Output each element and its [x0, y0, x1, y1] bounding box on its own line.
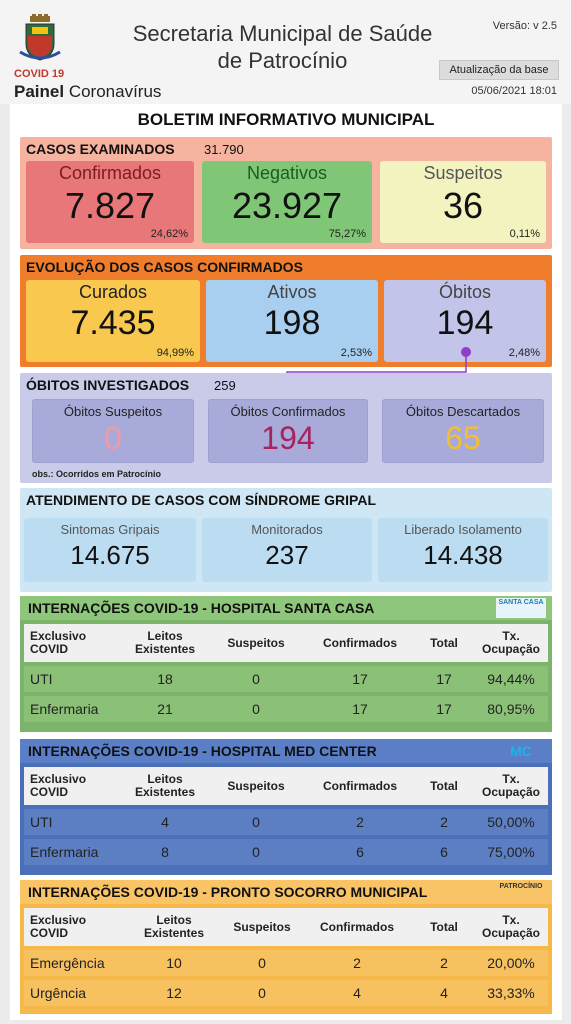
- hospital-title: INTERNAÇÕES COVID-19 - PRONTO SOCORRO MUNICIPAL PATROCÍNIO: [20, 880, 552, 904]
- table-row: [24, 950, 548, 976]
- card-percent: 2,48%: [508, 347, 540, 359]
- cell-type: Urgência: [30, 985, 87, 1001]
- cell-type: UTI: [30, 671, 53, 687]
- card-value: 194: [261, 420, 315, 456]
- section-heading: CASOS EXAMINADOS: [26, 141, 175, 157]
- cell-leitos: 4: [161, 814, 169, 830]
- card-value: 7.827: [64, 185, 156, 226]
- cell-leitos: 21: [157, 701, 173, 717]
- table-header: [24, 624, 548, 662]
- card-value: 65: [445, 420, 481, 456]
- casos-examinados-section: [20, 137, 552, 249]
- table-header: [24, 767, 548, 805]
- card-value: 14.438: [423, 540, 503, 570]
- card-value: 23.927: [231, 185, 343, 226]
- hospital-title: INTERNAÇÕES COVID-19 - HOSPITAL MED CENTER MC: [20, 739, 552, 763]
- col-leitos: Leitos Existentes: [134, 772, 196, 799]
- cell-confirmados: 17: [352, 701, 368, 717]
- card-obitos-confirmados[interactable]: [208, 399, 368, 463]
- table-header: [24, 908, 548, 946]
- col-confirmados: Confirmados: [322, 635, 397, 650]
- cell-suspeitos: 0: [252, 671, 260, 687]
- sindrome-gripal-section: [20, 488, 552, 592]
- card-sintomas-gripais[interactable]: [24, 518, 196, 582]
- col-leitos: Leitos Existentes: [143, 913, 205, 940]
- table-row: [24, 666, 548, 692]
- card-value: 194: [436, 304, 494, 342]
- card-value: 14.675: [70, 540, 150, 570]
- col-ocupacao: Tx. Ocupação: [481, 772, 541, 799]
- card-confirmados[interactable]: [26, 161, 194, 243]
- casos-total: 31.790: [204, 142, 244, 157]
- covid-tag: COVID 19: [14, 68, 65, 80]
- cell-suspeitos: 0: [252, 814, 260, 830]
- card-label: Óbitos: [438, 282, 492, 302]
- version-label: Versão: v 2.5: [492, 20, 557, 32]
- cell-type: Enfermaria: [30, 844, 99, 860]
- cell-type: Enfermaria: [30, 701, 99, 717]
- cell-total: 6: [440, 844, 448, 860]
- cell-confirmados: 6: [356, 844, 364, 860]
- card-label: Monitorados: [251, 522, 323, 537]
- pronto-socorro-table: [20, 880, 552, 1014]
- cell-type: Emergência: [30, 955, 105, 971]
- page-title: Secretaria Municipal de Saúde de Patrocínio: [132, 21, 433, 73]
- cell-leitos: 12: [166, 985, 182, 1001]
- col-exclusivo: Exclusivo COVID: [30, 629, 87, 656]
- cell-total: 17: [436, 671, 452, 687]
- table-row: [24, 809, 548, 835]
- col-total: Total: [430, 635, 458, 650]
- card-percent: 24,62%: [150, 228, 188, 240]
- col-exclusivo: Exclusivo COVID: [30, 772, 87, 799]
- col-exclusivo: Exclusivo COVID: [30, 913, 87, 940]
- obitos-note: obs.: Ocorridos em Patrocínio: [32, 469, 162, 479]
- cell-total: 17: [436, 701, 452, 717]
- municipal-crest-icon: [18, 14, 62, 64]
- cell-ocupacao: 75,00%: [487, 844, 535, 860]
- card-percent: 0,11%: [509, 228, 540, 240]
- cell-suspeitos: 0: [258, 985, 266, 1001]
- card-liberado-isolamento[interactable]: [378, 518, 548, 582]
- cell-confirmados: 17: [352, 671, 368, 687]
- cell-total: 2: [440, 814, 448, 830]
- painel-title: Painel Coronavírus: [14, 82, 162, 101]
- col-total: Total: [430, 778, 458, 793]
- card-percent: 2,53%: [340, 347, 372, 359]
- table-row: [24, 839, 548, 865]
- col-ocupacao: Tx. Ocupação: [481, 913, 541, 940]
- update-base-button[interactable]: Atualização da base: [439, 60, 559, 80]
- cell-ocupacao: 20,00%: [487, 955, 535, 971]
- section-heading: ÓBITOS INVESTIGADOS: [26, 377, 190, 393]
- card-monitorados[interactable]: [202, 518, 372, 582]
- cell-confirmados: 2: [353, 955, 361, 971]
- card-obitos-suspeitos[interactable]: [32, 399, 194, 463]
- med-center-logo-icon: MC: [510, 743, 532, 759]
- table-row: [24, 696, 548, 722]
- card-label: Óbitos Suspeitos: [63, 404, 163, 419]
- card-value: 0: [104, 420, 122, 456]
- section-heading: ATENDIMENTO DE CASOS COM SÍNDROME GRIPAL: [26, 492, 377, 508]
- col-ocupacao: Tx. Ocupação: [481, 629, 541, 656]
- cell-leitos: 10: [166, 955, 182, 971]
- cell-total: 2: [440, 955, 448, 971]
- cell-confirmados: 2: [356, 814, 364, 830]
- col-leitos: Leitos Existentes: [134, 629, 196, 656]
- card-obitos-descartados[interactable]: [382, 399, 544, 463]
- cell-confirmados: 4: [353, 985, 361, 1001]
- card-label: Óbitos Descartados: [405, 404, 521, 419]
- cell-suspeitos: 0: [258, 955, 266, 971]
- card-label: Negativos: [246, 163, 328, 183]
- cell-ocupacao: 94,44%: [487, 671, 535, 687]
- hospital-med-center-table: [20, 739, 552, 875]
- update-date: 05/06/2021 18:01: [471, 85, 557, 97]
- hospital-title: INTERNAÇÕES COVID-19 - HOSPITAL SANTA CASA SANTA CASA: [20, 596, 552, 620]
- section-heading: EVOLUÇÃO DOS CASOS CONFIRMADOS: [26, 259, 303, 275]
- col-suspeitos: Suspeitos: [227, 778, 285, 793]
- card-negativos[interactable]: [202, 161, 372, 243]
- card-label: Sintomas Gripais: [60, 522, 160, 537]
- cell-type: UTI: [30, 814, 53, 830]
- col-total: Total: [430, 919, 458, 934]
- card-label: Curados: [78, 282, 148, 302]
- card-label: Óbitos Confirmados: [230, 404, 346, 419]
- patrocinio-logo-icon: PATROCÍNIO: [499, 883, 543, 890]
- card-value: 237: [265, 540, 309, 570]
- card-label: Suspeitos: [423, 163, 503, 183]
- col-suspeitos: Suspeitos: [233, 919, 291, 934]
- card-value: 36: [442, 185, 484, 226]
- card-label: Confirmados: [58, 163, 162, 183]
- cell-suspeitos: 0: [252, 701, 260, 717]
- card-curados[interactable]: [26, 280, 200, 362]
- cell-total: 4: [440, 985, 448, 1001]
- card-value: 7.435: [70, 304, 156, 342]
- cell-ocupacao: 50,00%: [487, 814, 535, 830]
- card-label: Liberado Isolamento: [404, 522, 522, 537]
- cell-leitos: 18: [157, 671, 173, 687]
- card-label: Ativos: [267, 282, 317, 302]
- app-header: [0, 0, 571, 104]
- obitos-investigados-section: [20, 373, 552, 483]
- card-suspeitos[interactable]: [380, 161, 546, 243]
- obitos-total: 259: [214, 378, 236, 393]
- col-confirmados: Confirmados: [322, 778, 397, 793]
- cell-ocupacao: 33,33%: [487, 985, 535, 1001]
- cell-suspeitos: 0: [252, 844, 260, 860]
- table-row: [24, 980, 548, 1006]
- hospital-santa-casa-table: [20, 596, 552, 732]
- col-suspeitos: Suspeitos: [227, 635, 285, 650]
- cell-ocupacao: 80,95%: [487, 701, 535, 717]
- bulletin-title: BOLETIM INFORMATIVO MUNICIPAL: [137, 110, 435, 129]
- bulletin-page: [10, 104, 562, 1020]
- card-percent: 94,99%: [156, 347, 194, 359]
- cell-leitos: 8: [161, 844, 169, 860]
- card-percent: 75,27%: [328, 228, 366, 240]
- santa-casa-logo-icon: SANTA CASA: [496, 598, 546, 618]
- card-value: 198: [263, 304, 321, 342]
- col-confirmados: Confirmados: [319, 919, 394, 934]
